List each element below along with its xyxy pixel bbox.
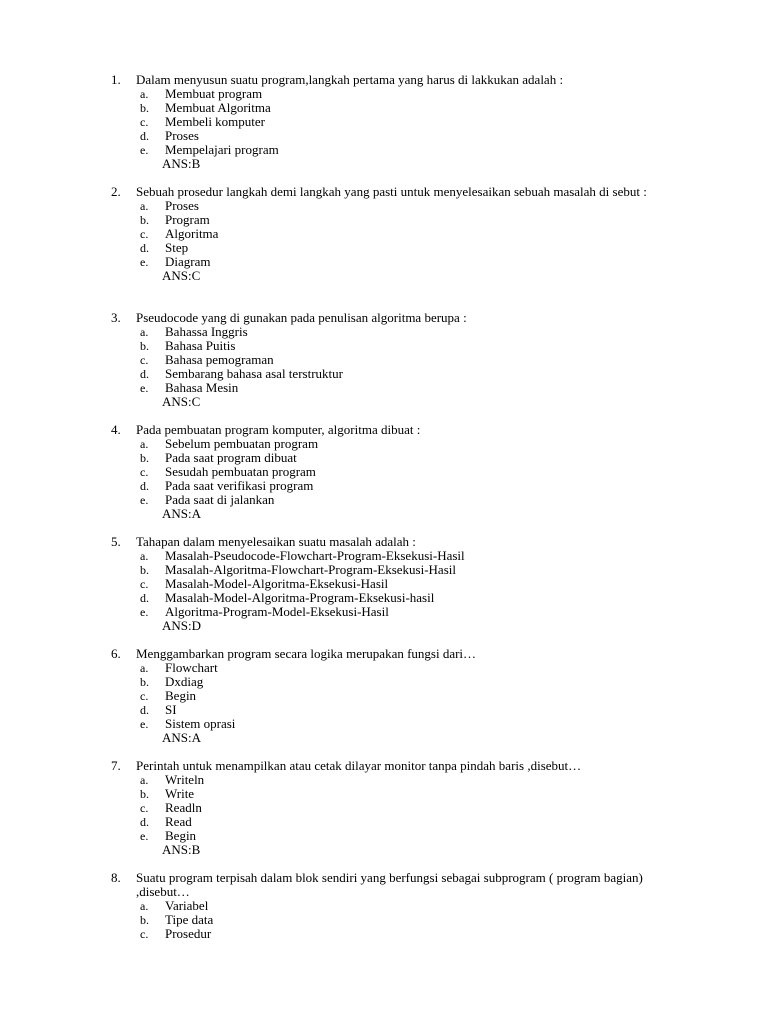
option-item [111, 605, 691, 619]
option-list [111, 773, 691, 843]
option-item [111, 381, 691, 395]
answer-key: ANS:A [162, 730, 202, 745]
option-item [111, 717, 691, 731]
option-letter: d. [140, 703, 149, 717]
option-letter: c. [140, 689, 149, 703]
option-text: Sistem oprasi [165, 716, 236, 731]
option-letter: c. [140, 227, 149, 241]
option-letter: d. [140, 367, 149, 381]
option-text: Readln [165, 800, 202, 815]
option-text: Bahasa pemograman [165, 352, 274, 367]
option-letter: b. [140, 213, 149, 227]
option-item [111, 87, 691, 101]
option-letter: a. [140, 437, 149, 451]
option-letter: c. [140, 353, 149, 367]
option-text: Prosedur [165, 926, 212, 941]
option-text: Mempelajari program [165, 142, 279, 157]
option-list [111, 899, 691, 941]
option-letter: a. [140, 661, 149, 675]
option-letter: b. [140, 451, 149, 465]
option-text: Begin [165, 688, 197, 703]
option-text: Tipe data [165, 912, 214, 927]
question-text: Perintah untuk menampilkan atau cetak dilayar monitor tanpa pindah baris ,disebut… [136, 758, 582, 773]
option-text: Begin [165, 828, 197, 843]
option-letter: e. [140, 829, 149, 843]
option-text: Bahasa Puitis [165, 338, 236, 353]
question-number: 3. [111, 310, 121, 325]
option-letter: b. [140, 101, 149, 115]
answer-key: ANS:C [162, 394, 201, 409]
question-text: Menggambarkan program secara logika merupakan fungsi dari… [136, 646, 477, 661]
option-item [111, 675, 691, 689]
question-1 [111, 73, 691, 171]
option-letter: a. [140, 899, 149, 913]
option-item [111, 829, 691, 843]
option-text: Membeli komputer [165, 114, 266, 129]
option-item [111, 227, 691, 241]
question-header [111, 423, 691, 437]
option-letter: c. [140, 927, 149, 941]
question-text: Suatu program terpisah dalam blok sendiri yang berfungsi sebagai subprogram ( program bagian) ,disebut… [136, 870, 643, 899]
option-letter: d. [140, 241, 149, 255]
question-number: 5. [111, 534, 121, 549]
question-header [111, 185, 691, 199]
question-text: Pada pembuatan program komputer, algoritma dibuat : [136, 422, 421, 437]
question-number: 4. [111, 422, 121, 437]
option-text: Variabel [165, 898, 209, 913]
option-item [111, 689, 691, 703]
option-item [111, 199, 691, 213]
option-item [111, 801, 691, 815]
option-text: Read [165, 814, 192, 829]
answer-key: ANS:C [162, 268, 201, 283]
option-text: Pada saat verifikasi program [165, 478, 314, 493]
question-header [111, 535, 691, 549]
option-text: Masalah-Model-Algoritma-Eksekusi-Hasil [165, 576, 389, 591]
option-letter: c. [140, 577, 149, 591]
option-item [111, 703, 691, 717]
question-header [111, 647, 691, 661]
option-text: Writeln [165, 772, 205, 787]
option-letter: a. [140, 87, 149, 101]
question-2 [111, 185, 691, 283]
question-number: 1. [111, 72, 121, 87]
question-number: 7. [111, 758, 121, 773]
option-item [111, 143, 691, 157]
option-item [111, 591, 691, 605]
option-item [111, 927, 691, 941]
option-list [111, 437, 691, 507]
option-item [111, 325, 691, 339]
option-text: Sembarang bahasa asal terstruktur [165, 366, 343, 381]
question-5 [111, 535, 691, 633]
option-letter: d. [140, 591, 149, 605]
question-text: Tahapan dalam menyelesaikan suatu masalah adalah : [136, 534, 416, 549]
option-text: Sebelum pembuatan program [165, 436, 319, 451]
option-list [111, 87, 691, 157]
option-letter: a. [140, 549, 149, 563]
option-item [111, 451, 691, 465]
option-item [111, 549, 691, 563]
option-text: SI [165, 702, 177, 717]
option-letter: c. [140, 115, 149, 129]
question-4 [111, 423, 691, 521]
option-item [111, 913, 691, 927]
question-header [111, 871, 691, 899]
option-letter: b. [140, 675, 149, 689]
option-letter: e. [140, 605, 149, 619]
option-item [111, 115, 691, 129]
option-letter: a. [140, 199, 149, 213]
question-number: 8. [111, 870, 121, 885]
option-text: Write [165, 786, 195, 801]
option-text: Diagram [165, 254, 211, 269]
question-8 [111, 871, 691, 941]
option-text: Flowchart [165, 660, 218, 675]
question-number: 2. [111, 184, 121, 199]
option-text: Masalah-Pseudocode-Flowchart-Program-Eksekusi-Hasil [165, 548, 465, 563]
question-header [111, 73, 691, 87]
option-item [111, 493, 691, 507]
option-letter: d. [140, 815, 149, 829]
option-text: Pada saat di jalankan [165, 492, 275, 507]
option-item [111, 437, 691, 451]
option-letter: b. [140, 339, 149, 353]
question-text: Dalam menyusun suatu program,langkah pertama yang harus di lakkukan adalah : [136, 72, 564, 87]
option-letter: e. [140, 255, 149, 269]
option-letter: e. [140, 493, 149, 507]
option-letter: e. [140, 143, 149, 157]
question-3 [111, 311, 691, 409]
question-6 [111, 647, 691, 745]
option-item [111, 241, 691, 255]
option-list [111, 661, 691, 731]
option-text: Program [165, 212, 210, 227]
option-text: Membuat Algoritma [165, 100, 271, 115]
option-text: Bahassa Inggris [165, 324, 248, 339]
option-text: Pada saat program dibuat [165, 450, 297, 465]
option-item [111, 353, 691, 367]
answer-key: ANS:D [162, 618, 202, 633]
option-text: Algoritma-Program-Model-Eksekusi-Hasil [165, 604, 389, 619]
option-item [111, 773, 691, 787]
option-letter: c. [140, 465, 149, 479]
option-text: Masalah-Model-Algoritma-Program-Eksekusi-hasil [165, 590, 435, 605]
answer-key: ANS:A [162, 506, 202, 521]
option-text: Step [165, 240, 189, 255]
option-item [111, 101, 691, 115]
option-text: Sesudah pembuatan program [165, 464, 316, 479]
option-letter: a. [140, 773, 149, 787]
option-item [111, 661, 691, 675]
option-letter: e. [140, 381, 149, 395]
option-item [111, 815, 691, 829]
option-list [111, 199, 691, 269]
question-text: Pseudocode yang di gunakan pada penulisan algoritma berupa : [136, 310, 467, 325]
option-text: Bahasa Mesin [165, 380, 239, 395]
option-item [111, 339, 691, 353]
question-header [111, 759, 691, 773]
question-header [111, 311, 691, 325]
option-text: Proses [165, 128, 199, 143]
option-list [111, 325, 691, 395]
option-text: Masalah-Algoritma-Flowchart-Program-Eksekusi-Hasil [165, 562, 456, 577]
option-text: Membuat program [165, 86, 263, 101]
option-letter: b. [140, 563, 149, 577]
option-letter: e. [140, 717, 149, 731]
option-item [111, 129, 691, 143]
option-item [111, 213, 691, 227]
option-letter: b. [140, 913, 149, 927]
option-item [111, 899, 691, 913]
answer-key: ANS:B [162, 156, 201, 171]
option-text: Algoritma [165, 226, 219, 241]
option-letter: a. [140, 325, 149, 339]
option-item [111, 479, 691, 493]
option-letter: d. [140, 479, 149, 493]
question-number: 6. [111, 646, 121, 661]
answer-key: ANS:B [162, 842, 201, 857]
option-item [111, 367, 691, 381]
option-letter: d. [140, 129, 149, 143]
option-item [111, 787, 691, 801]
option-item [111, 577, 691, 591]
question-text: Sebuah prosedur langkah demi langkah yang pasti untuk menyelesaikan sebuah masalah di sebut : [136, 184, 647, 199]
option-letter: b. [140, 787, 149, 801]
option-list [111, 549, 691, 619]
option-item [111, 465, 691, 479]
option-item [111, 255, 691, 269]
option-text: Proses [165, 198, 199, 213]
option-letter: c. [140, 801, 149, 815]
option-item [111, 563, 691, 577]
question-7 [111, 759, 691, 857]
option-text: Dxdiag [165, 674, 204, 689]
